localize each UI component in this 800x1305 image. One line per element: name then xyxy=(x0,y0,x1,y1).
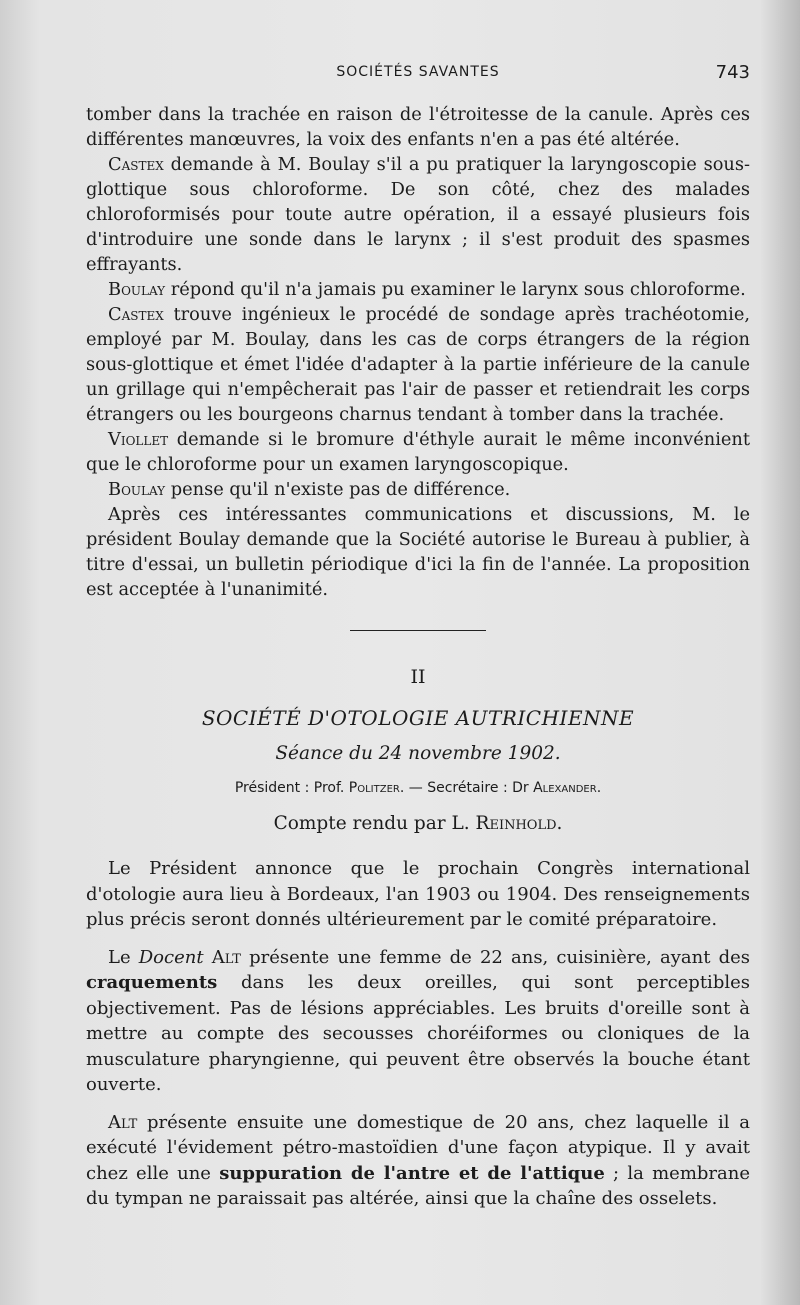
officers-prefix: Président : Prof. xyxy=(234,780,349,796)
officers-suffix: . xyxy=(596,780,602,796)
speaker-name: Alt xyxy=(108,1111,138,1133)
paragraph-text: tomber dans la trachée en raison de l'étroitesse de la canule. Après ces différentes manœuvres, la voix des enfants n'en a pas été altérée. xyxy=(86,104,750,150)
secretary-name: Alexander xyxy=(533,780,597,796)
key-term: suppuration de l'antre et de l'attique xyxy=(219,1162,605,1184)
paragraph xyxy=(86,502,750,602)
lower-section xyxy=(86,856,750,1212)
paragraph xyxy=(86,102,750,152)
paragraph xyxy=(86,1110,750,1212)
compte-prefix: Compte rendu par L. xyxy=(273,813,476,834)
paragraph xyxy=(86,152,750,277)
paragraph xyxy=(86,856,750,933)
paragraph-text: Après ces intéressantes communications et discussions, M. le président Boulay demande que la Société autorise le Bureau à publier, à titre d'essai, un bulletin périodique d'ici la fin de l'année. La proposition est acceptée à l'unanimité. xyxy=(86,504,750,600)
paragraph xyxy=(86,427,750,477)
paragraph-text: ; la membrane du tympan ne paraissait pas altérée, ainsi que la chaîne des osselets. xyxy=(86,1162,750,1209)
docent-title: Docent xyxy=(138,946,204,968)
paragraph xyxy=(86,302,750,427)
paragraph xyxy=(86,277,750,302)
paragraph-text: répond qu'il n'a jamais pu examiner le larynx sous chloroforme. xyxy=(165,279,746,300)
paragraph-text: dans les deux oreilles, qui sont perceptibles objectivement. Pas de lésions appréciables. Les bruits d'oreille sont à mettre au compte des secousses choréiformes ou cloniques de la musculature pharyngienne, qui peuvent être observés la bouche étant ouverte. xyxy=(86,972,750,1095)
speaker-name: Castex xyxy=(108,304,164,325)
paragraph-text: pense qu'il n'existe pas de différence. xyxy=(165,479,511,500)
paragraph-text: présente ensuite une domestique de 20 ans, chez laquelle il a exécuté l'évidement pétro-mastoïdien d'une façon atypique. Il y avait chez elle une xyxy=(86,1111,750,1184)
page-header xyxy=(86,62,750,86)
officers-middle: . — Secrétaire : Dr xyxy=(399,780,534,796)
president-name: Politzer xyxy=(348,780,400,796)
speaker-name: Castex xyxy=(108,154,164,175)
paragraph xyxy=(86,477,750,502)
speaker-name: Alt xyxy=(203,946,241,968)
paragraph xyxy=(86,945,750,1098)
speaker-name: Boulay xyxy=(108,279,166,300)
reporter-name: Reinhold xyxy=(475,813,557,834)
speaker-name: Boulay xyxy=(108,479,166,500)
page-number: 743 xyxy=(715,62,750,83)
running-title: SOCIÉTÉS SAVANTES xyxy=(336,64,500,80)
section-divider xyxy=(350,630,486,631)
paragraph-text: demande à M. Boulay s'il a pu pratiquer la laryngoscopie sous-glottique sous chloroforme. De son côté, chez des malades chloroformisés pour toute autre opération, il a essayé plusieurs fois d'introduire une sonde dans le larynx ; il s'est produit des spasmes effrayants. xyxy=(86,154,750,275)
section-number: II xyxy=(410,666,426,688)
key-term: craquements xyxy=(86,972,218,993)
page-body xyxy=(86,102,750,1212)
compte-suffix: . xyxy=(556,813,563,834)
paragraph-lead: Le xyxy=(108,946,139,968)
paragraph-text: demande si le bromure d'éthyle aurait le même inconvénient que le chloroforme pour un examen laryngoscopique. xyxy=(86,429,750,475)
society-title: SOCIÉTÉ D'OTOLOGIE AUTRICHIENNE xyxy=(201,706,635,730)
paragraph-text: présente une femme de 22 ans, cuisinière, ayant des xyxy=(240,946,750,968)
report-byline xyxy=(86,811,750,836)
paragraph-text: Le Président annonce que le prochain Congrès international d'otologie aura lieu à Bordeaux, l'an 1903 ou 1904. Des renseignements plus précis seront donnés ultérieurement par le comité préparatoire. xyxy=(86,858,750,930)
officers-line xyxy=(86,776,750,801)
speaker-name: Viollet xyxy=(108,429,169,450)
paragraph-text: trouve ingénieux le procédé de sondage après trachéotomie, employé par M. Boulay, dans les cas de corps étrangers de la région sous-glottique et émet l'idée d'adapter à la partie inférieure de la canule un grillage qui n'empêcherait pas l'air de passer et retiendrait les corps étrangers ou les bourgeons charnus tendant à tomber dans la trachée. xyxy=(86,304,750,425)
session-date: Séance du 24 novembre 1902. xyxy=(275,743,561,764)
